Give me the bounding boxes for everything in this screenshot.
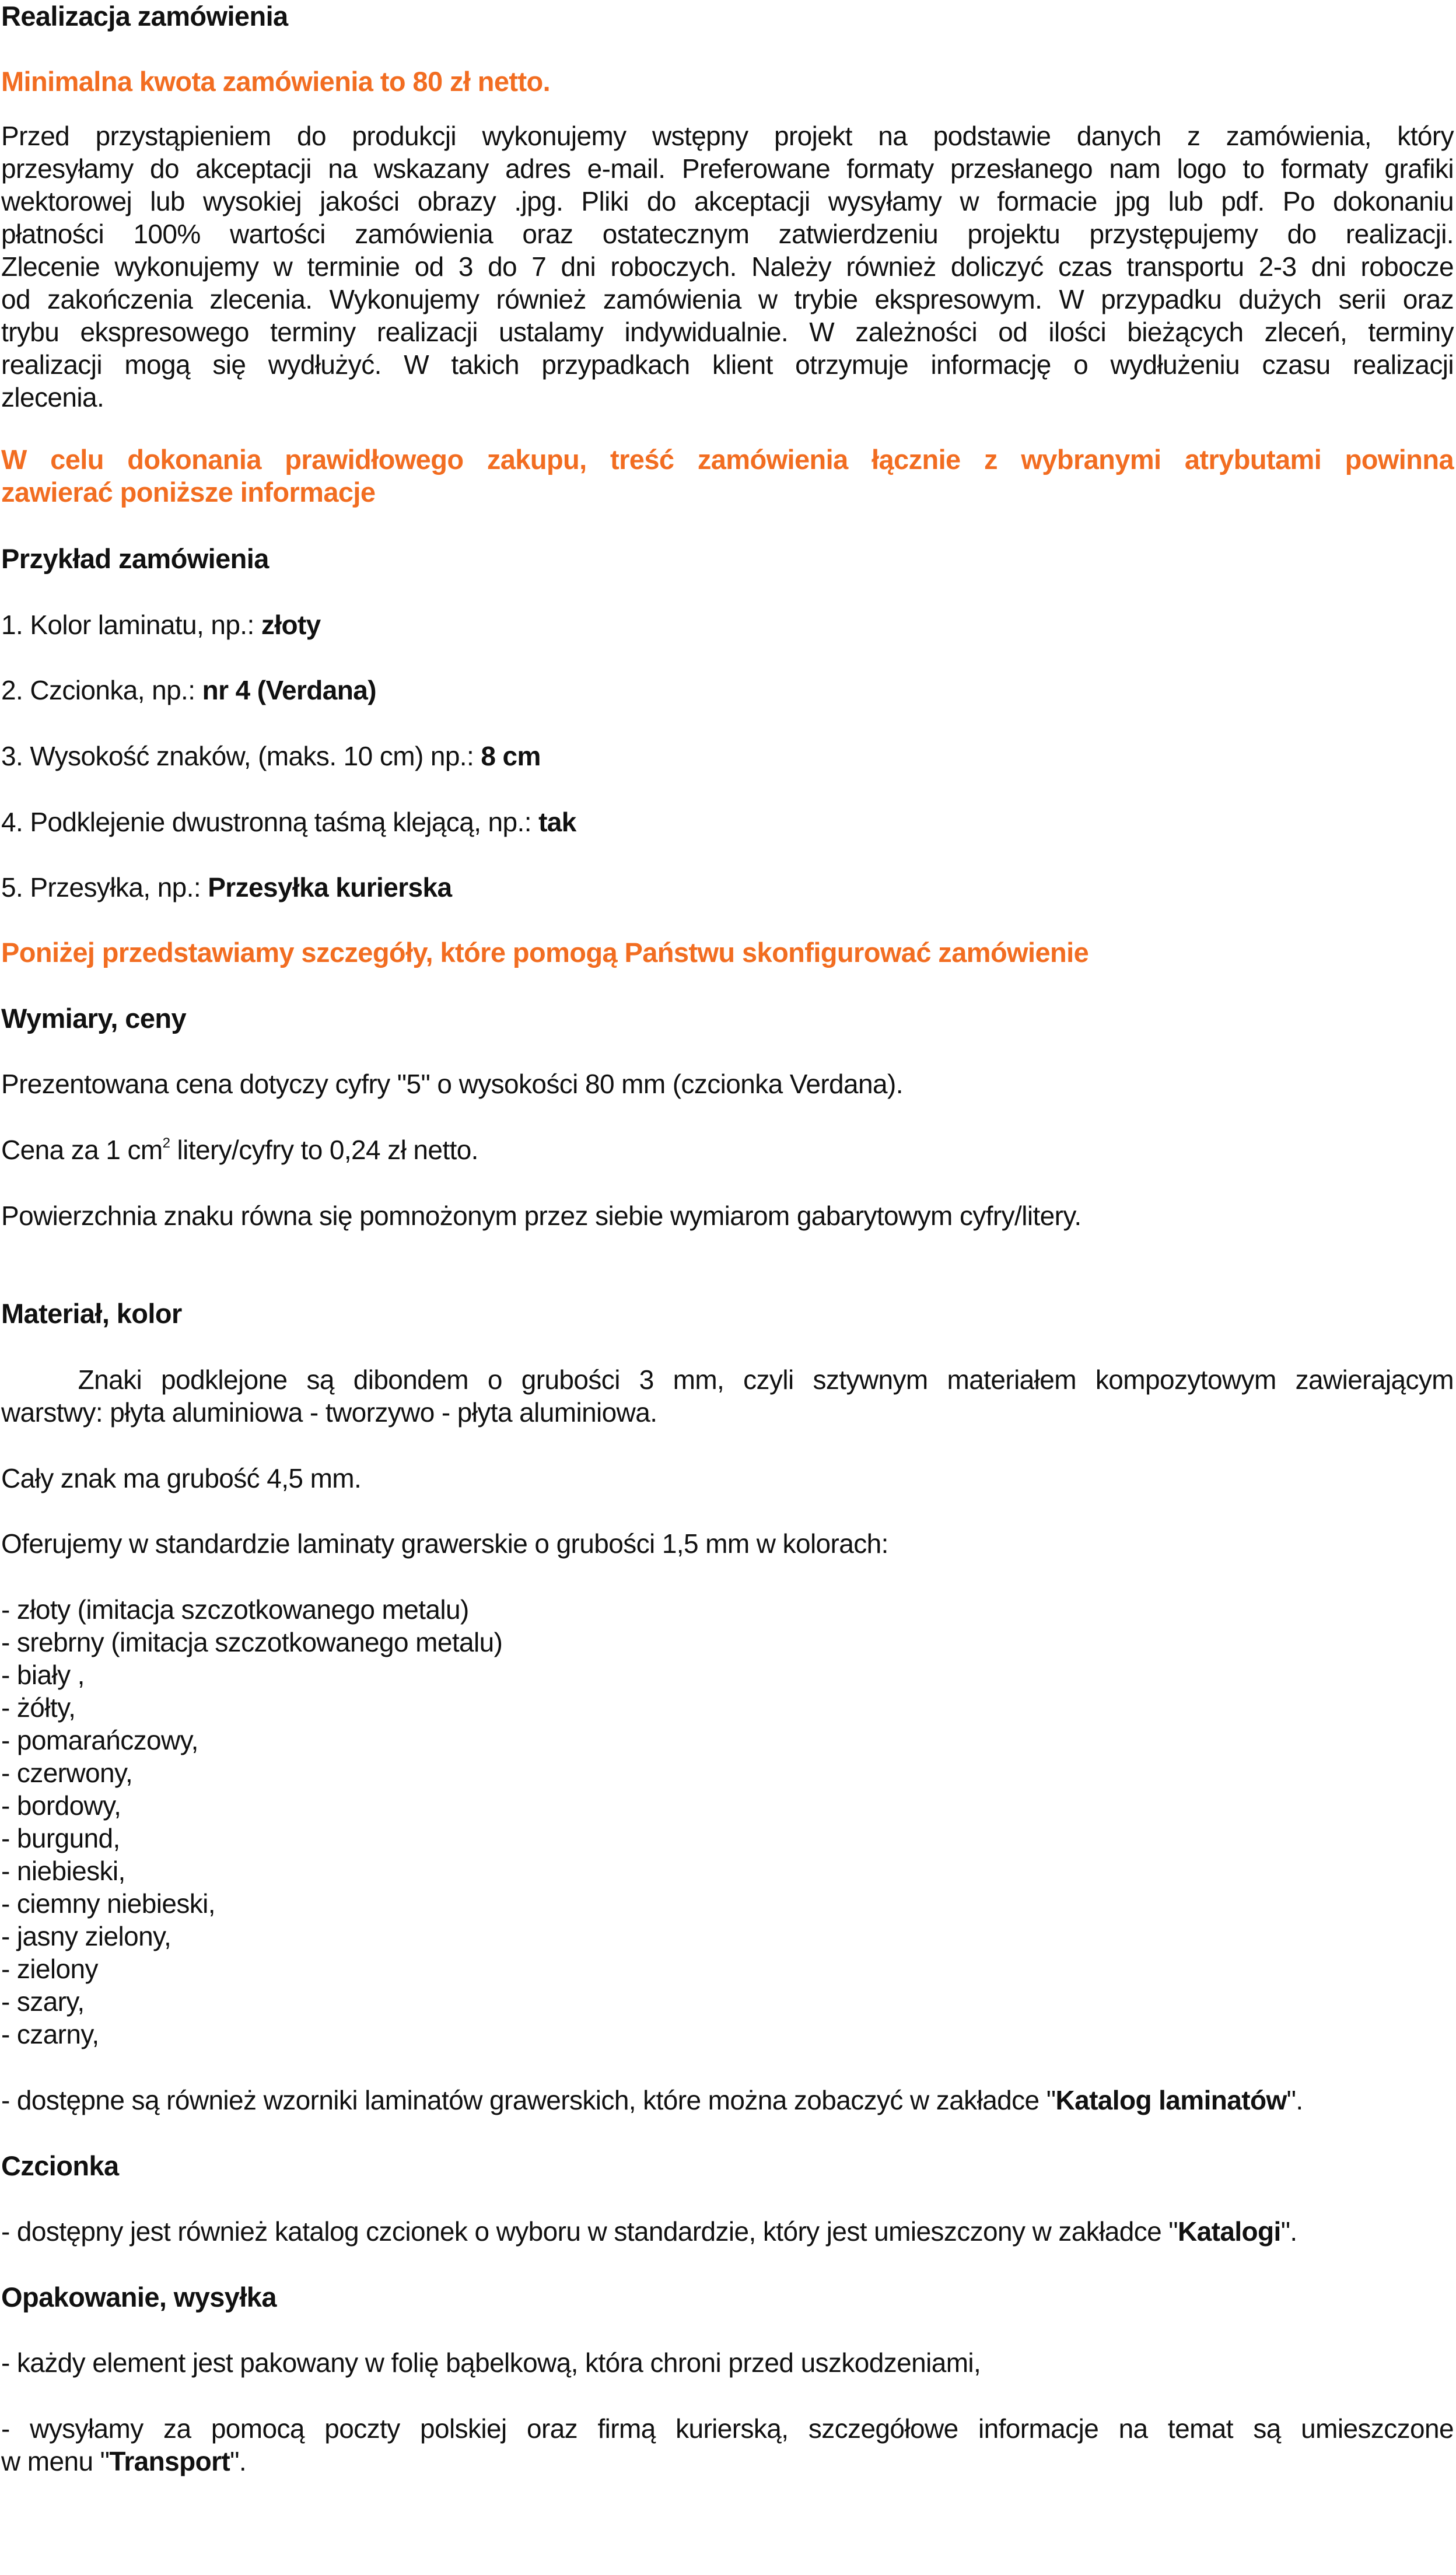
laminate-catalog-link[interactable]: Katalog laminatów bbox=[1055, 2085, 1287, 2115]
intro-line: przesyłamy do akceptacji na wskazany adres e-mail. Preferowane formaty przesłanego nam logo to formaty grafiki bbox=[1, 153, 1454, 184]
example-heading: Przykład zamówienia bbox=[1, 543, 269, 574]
min-order-notice: Minimalna kwota zamówienia to 80 zł netto. bbox=[1, 66, 551, 97]
price-note: Prezentowana cena dotyczy cyfry "5" o wysokości 80 mm (czcionka Verdana). bbox=[1, 1069, 903, 1099]
example-item: 3. Wysokość znaków, (maks. 10 cm) np.: 8 cm bbox=[1, 741, 541, 771]
dimensions-heading: Wymiary, ceny bbox=[1, 1003, 187, 1034]
color-list-item: - bordowy, bbox=[1, 1790, 121, 1821]
shipping-note-line: - wysyłamy za pomocą poczty polskiej oraz firmą kurierską, szczegółowe informacje na temat są umieszczone bbox=[1, 2413, 1454, 2444]
example-item: 2. Czcionka, np.: nr 4 (Verdana) bbox=[1, 675, 376, 705]
color-list-item: - czarny, bbox=[1, 2019, 99, 2049]
material-desc-line: Znaki podklejone są dibondem o grubości 3 mm, czyli sztywnym materiałem kompozytowym zawierającym bbox=[1, 1365, 1454, 1395]
thickness-note: Cały znak ma grubość 4,5 mm. bbox=[1, 1463, 362, 1493]
font-heading: Czcionka bbox=[1, 2150, 119, 2181]
material-heading: Materiał, kolor bbox=[1, 1298, 182, 1329]
color-list-item: - jasny zielony, bbox=[1, 1921, 172, 1951]
font-catalog-note: - dostępny jest również katalog czcionek o wyboru w standardzie, który jest umieszczony w zakładce "Katalogi". bbox=[1, 2216, 1297, 2247]
shipping-heading: Opakowanie, wysyłka bbox=[1, 2282, 276, 2312]
intro-line: wektorowej lub wysokiej jakości obrazy .jpg. Pliki do akceptacji wysyłamy w formacie jpg lub pdf. Po dokonaniu bbox=[1, 186, 1454, 216]
intro-line: Zlecenie wykonujemy w terminie od 3 do 7 dni roboczych. Należy również doliczyć czas transportu 2-3 dni robocze bbox=[1, 251, 1454, 282]
transport-link[interactable]: Transport bbox=[109, 2446, 230, 2476]
color-list-item: - pomarańczowy, bbox=[1, 1725, 198, 1755]
color-list-item: - zielony bbox=[1, 1954, 98, 1984]
font-catalog-link[interactable]: Katalogi bbox=[1178, 2216, 1281, 2247]
details-heading: Poniżej przedstawiamy szczegóły, które pomogą Państwu skonfigurować zamówienie bbox=[1, 937, 1089, 968]
shipping-note-line: w menu "Transport". bbox=[1, 2446, 247, 2476]
color-list-item: - biały , bbox=[1, 1660, 85, 1690]
example-item: 5. Przesyłka, np.: Przesyłka kurierska bbox=[1, 872, 452, 902]
order-notice-line: zawierać poniższe informacje bbox=[1, 477, 376, 508]
example-item: 4. Podklejenie dwustronną taśmą klejącą, np.: tak bbox=[1, 807, 576, 837]
packing-note: - każdy element jest pakowany w folię bąbelkową, która chroni przed uszkodzeniami, bbox=[1, 2347, 981, 2378]
area-note: Powierzchnia znaku równa się pomnożonym przez siebie wymiarom gabarytowym cyfry/litery. bbox=[1, 1201, 1082, 1231]
color-list-item: - szary, bbox=[1, 1986, 85, 2017]
unit-price: Cena za 1 $cm^2$ litery/cyfry to 0,24 zł netto. bbox=[1, 1135, 478, 1165]
color-list-item: - czerwony, bbox=[1, 1758, 133, 1788]
color-list-item: - srebrny (imitacja szczotkowanego metalu) bbox=[1, 1627, 503, 1657]
color-list-item: - niebieski, bbox=[1, 1856, 125, 1886]
intro-line: zlecenia. bbox=[1, 382, 104, 412]
color-list-item: - złoty (imitacja szczotkowanego metalu) bbox=[1, 1594, 469, 1625]
example-item: 1. Kolor laminatu, np.: złoty bbox=[1, 610, 321, 640]
color-list-item: - żółty, bbox=[1, 1692, 76, 1723]
intro-line: Przed przystąpieniem do produkcji wykonujemy wstępny projekt na podstawie danych z zamówienia, który bbox=[1, 121, 1454, 151]
laminates-intro: Oferujemy w standardzie laminaty grawerskie o grubości 1,5 mm w kolorach: bbox=[1, 1528, 888, 1559]
intro-line: trybu ekspresowego terminy realizacji ustalamy indywidualnie. W zależności od ilości bieżących zleceń, terminy bbox=[1, 317, 1454, 347]
material-desc-line: warstwy: płyta aluminiowa - tworzywo - płyta aluminiowa. bbox=[1, 1397, 657, 1428]
page-title: Realizacja zamówienia bbox=[1, 1, 288, 32]
intro-line: płatności 100% wartości zamówienia oraz ostatecznym zatwierdzeniu projektu przystępujemy do realizacji. bbox=[1, 219, 1454, 249]
laminate-catalog-note: - dostępne są również wzorniki laminatów grawerskich, które można zobaczyć w zakładce "Katalog laminatów". bbox=[1, 2085, 1303, 2115]
intro-line: realizacji mogą się wydłużyć. W takich przypadkach klient otrzymuje informację o wydłużeniu czasu realizacji bbox=[1, 349, 1454, 380]
order-notice-line: W celu dokonania prawidłowego zakupu, treść zamówienia łącznie z wybranymi atrybutami powinna bbox=[1, 444, 1454, 475]
color-list-item: - ciemny niebieski, bbox=[1, 1888, 215, 1919]
intro-line: od zakończenia zlecenia. Wykonujemy również zamówienia w trybie ekspresowym. W przypadku dużych serii oraz bbox=[1, 284, 1454, 314]
color-list-item: - burgund, bbox=[1, 1823, 120, 1853]
